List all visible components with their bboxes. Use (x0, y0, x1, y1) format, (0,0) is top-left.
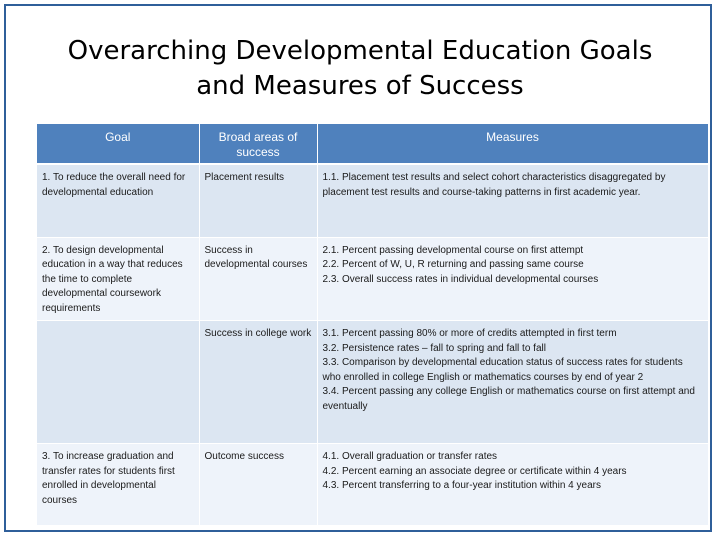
measure-item: 4.1. Overall graduation or transfer rates (322, 451, 498, 462)
table-row (37, 164, 708, 237)
measures-cell (317, 444, 708, 526)
area-cell: Success in developmental courses (199, 237, 317, 321)
measures-cell (317, 164, 708, 237)
header-goal: Goal (37, 124, 199, 164)
measure-item: 3.4. Percent passing any college English or mathematics course on first attempt and eventually (322, 386, 695, 412)
area-cell: Success in college work (199, 321, 317, 444)
measures-cell (317, 237, 708, 321)
measure-item: 3.3. Comparison by developmental education status of success rates for students who enrolled in college English or mathematics courses by end of year 2 (322, 357, 683, 383)
table-row (37, 321, 708, 444)
area-cell: Outcome success (199, 444, 317, 526)
goal-cell (37, 321, 199, 444)
header-broad-areas: Broad areas of success (199, 124, 317, 164)
area-cell: Placement results (199, 164, 317, 237)
measure-item: 2.3. Overall success rates in individual developmental courses (322, 273, 599, 285)
slide-title (0, 34, 720, 104)
title-line-2: and Measures of Success (196, 71, 524, 101)
measure-item: 4.3. Percent transferring to a four-year institution within 4 years (322, 480, 601, 491)
measure-item: 2.1. Percent passing developmental course on first attempt (322, 244, 584, 256)
measure-item: 3.1. Percent passing 80% or more of credits attempted in first term (322, 328, 617, 339)
table-row (37, 444, 708, 526)
measure-item: 4.2. Percent earning an associate degree or certificate within 4 years (322, 465, 627, 477)
goal-cell: 1. To reduce the overall need for developmental education (37, 164, 199, 237)
measure-item: 1.1. Placement test results and select cohort characteristics disaggregated by placement test results and course-taking patterns in first academic year. (322, 172, 666, 198)
measures-cell (317, 321, 708, 444)
table-header-row (37, 124, 708, 164)
table-row (37, 237, 708, 321)
header-measures: Measures (317, 124, 708, 164)
measure-item: 3.2. Persistence rates – fall to spring and fall to fall (322, 342, 546, 354)
measure-item: 2.2. Percent of W, U, R returning and passing same course (322, 259, 584, 270)
goals-table (37, 124, 709, 526)
title-line-1: Overarching Developmental Education Goals (67, 36, 653, 66)
goal-cell: 2. To design developmental education in a way that reduces the time to complete developmental coursework requirements (37, 237, 199, 321)
goal-cell: 3. To increase graduation and transfer rates for students first enrolled in developmental courses (37, 444, 199, 526)
